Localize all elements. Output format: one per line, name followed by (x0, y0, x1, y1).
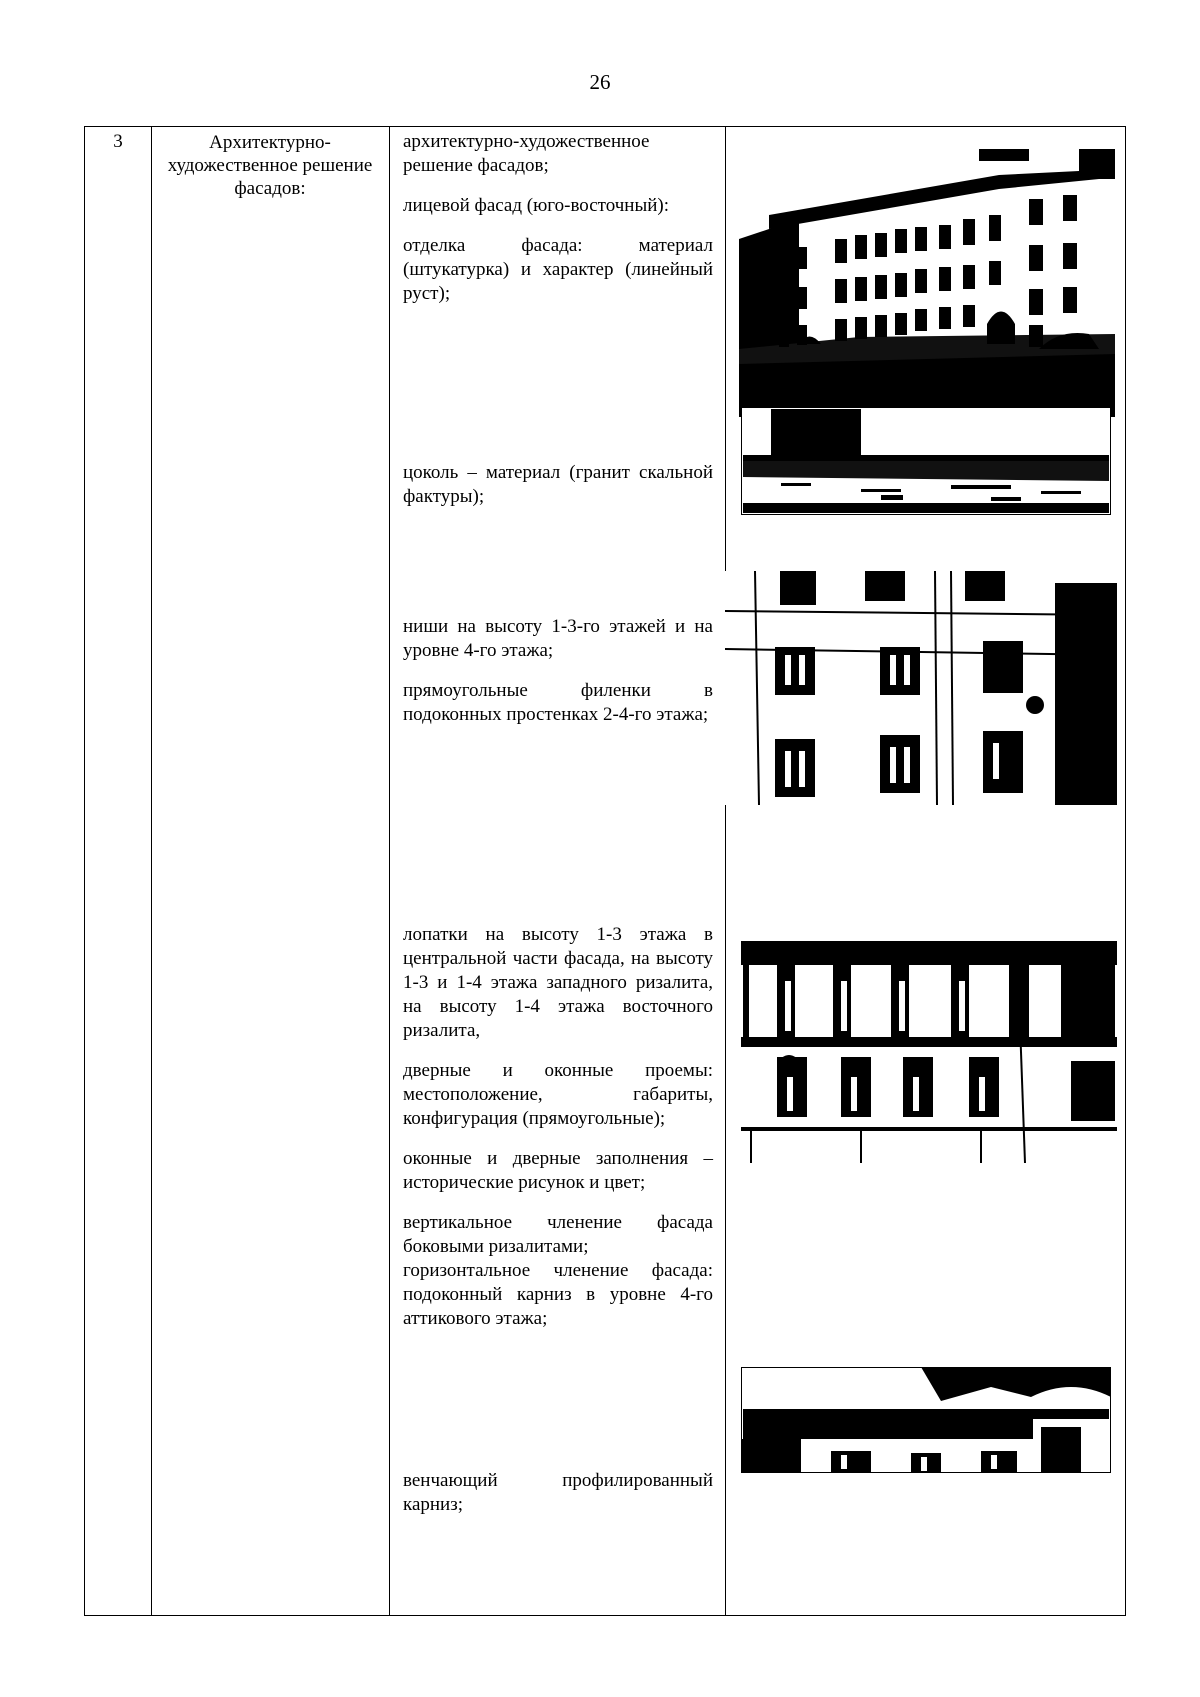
facade-photo (739, 149, 1115, 417)
description-paragraph: отделка фасада: материал (штукатурка) и характер (линейный руст); (403, 235, 713, 304)
cornice-photo (741, 1367, 1111, 1473)
description-paragraph: цоколь – материал (гранит скальной фактуры); (403, 462, 713, 507)
description-block-2 (403, 461, 713, 525)
niches-photo (725, 571, 1117, 805)
description-paragraph: горизонтальное членение фасада: подоконный карниз в уровне 4-го аттикового этажа; (403, 1260, 713, 1329)
description-paragraph: ниши на высоту 1-3-го этажей и на уровне 4-го этажа; (403, 616, 713, 661)
description-block-5 (403, 1469, 713, 1533)
description-block-3 (403, 615, 713, 743)
column-divider (151, 127, 152, 1615)
description-paragraph: архитектурно-художественное решение фасадов; (403, 131, 650, 176)
column-divider (389, 127, 390, 1615)
description-paragraph: вертикальное членение фасада боковыми ризалитами; (403, 1212, 713, 1257)
column-divider (725, 127, 726, 1615)
description-block-1 (403, 130, 713, 322)
monument-features-table (84, 126, 1126, 1616)
description-paragraph: лицевой фасад (юго-восточный): (403, 195, 670, 216)
description-paragraph: прямоугольные филенки в подоконных простенках 2-4-го этажа; (403, 680, 713, 725)
row-name: Архитектурно-художественное решение фасадов: (167, 132, 373, 199)
row-number: 3 (113, 131, 123, 152)
description-paragraph: лопатки на высоту 1-3 этажа в центральной части фасада, на высоту 1-3 и 1-4 этажа западного ризалита, на высоту 1-4 этажа восточного ризалита, (403, 924, 713, 1041)
page-number: 26 (589, 70, 611, 94)
plinth-photo (741, 407, 1111, 515)
description-block-4 (403, 923, 713, 1347)
description-paragraph: дверные и оконные проемы: местоположение, габариты, конфигурация (прямоугольные); (403, 1060, 713, 1129)
description-paragraph: венчающий профилированный карниз; (403, 1470, 713, 1515)
description-paragraph: оконные и дверные заполнения – исторические рисунок и цвет; (403, 1148, 713, 1193)
windows-photo (741, 941, 1117, 1163)
